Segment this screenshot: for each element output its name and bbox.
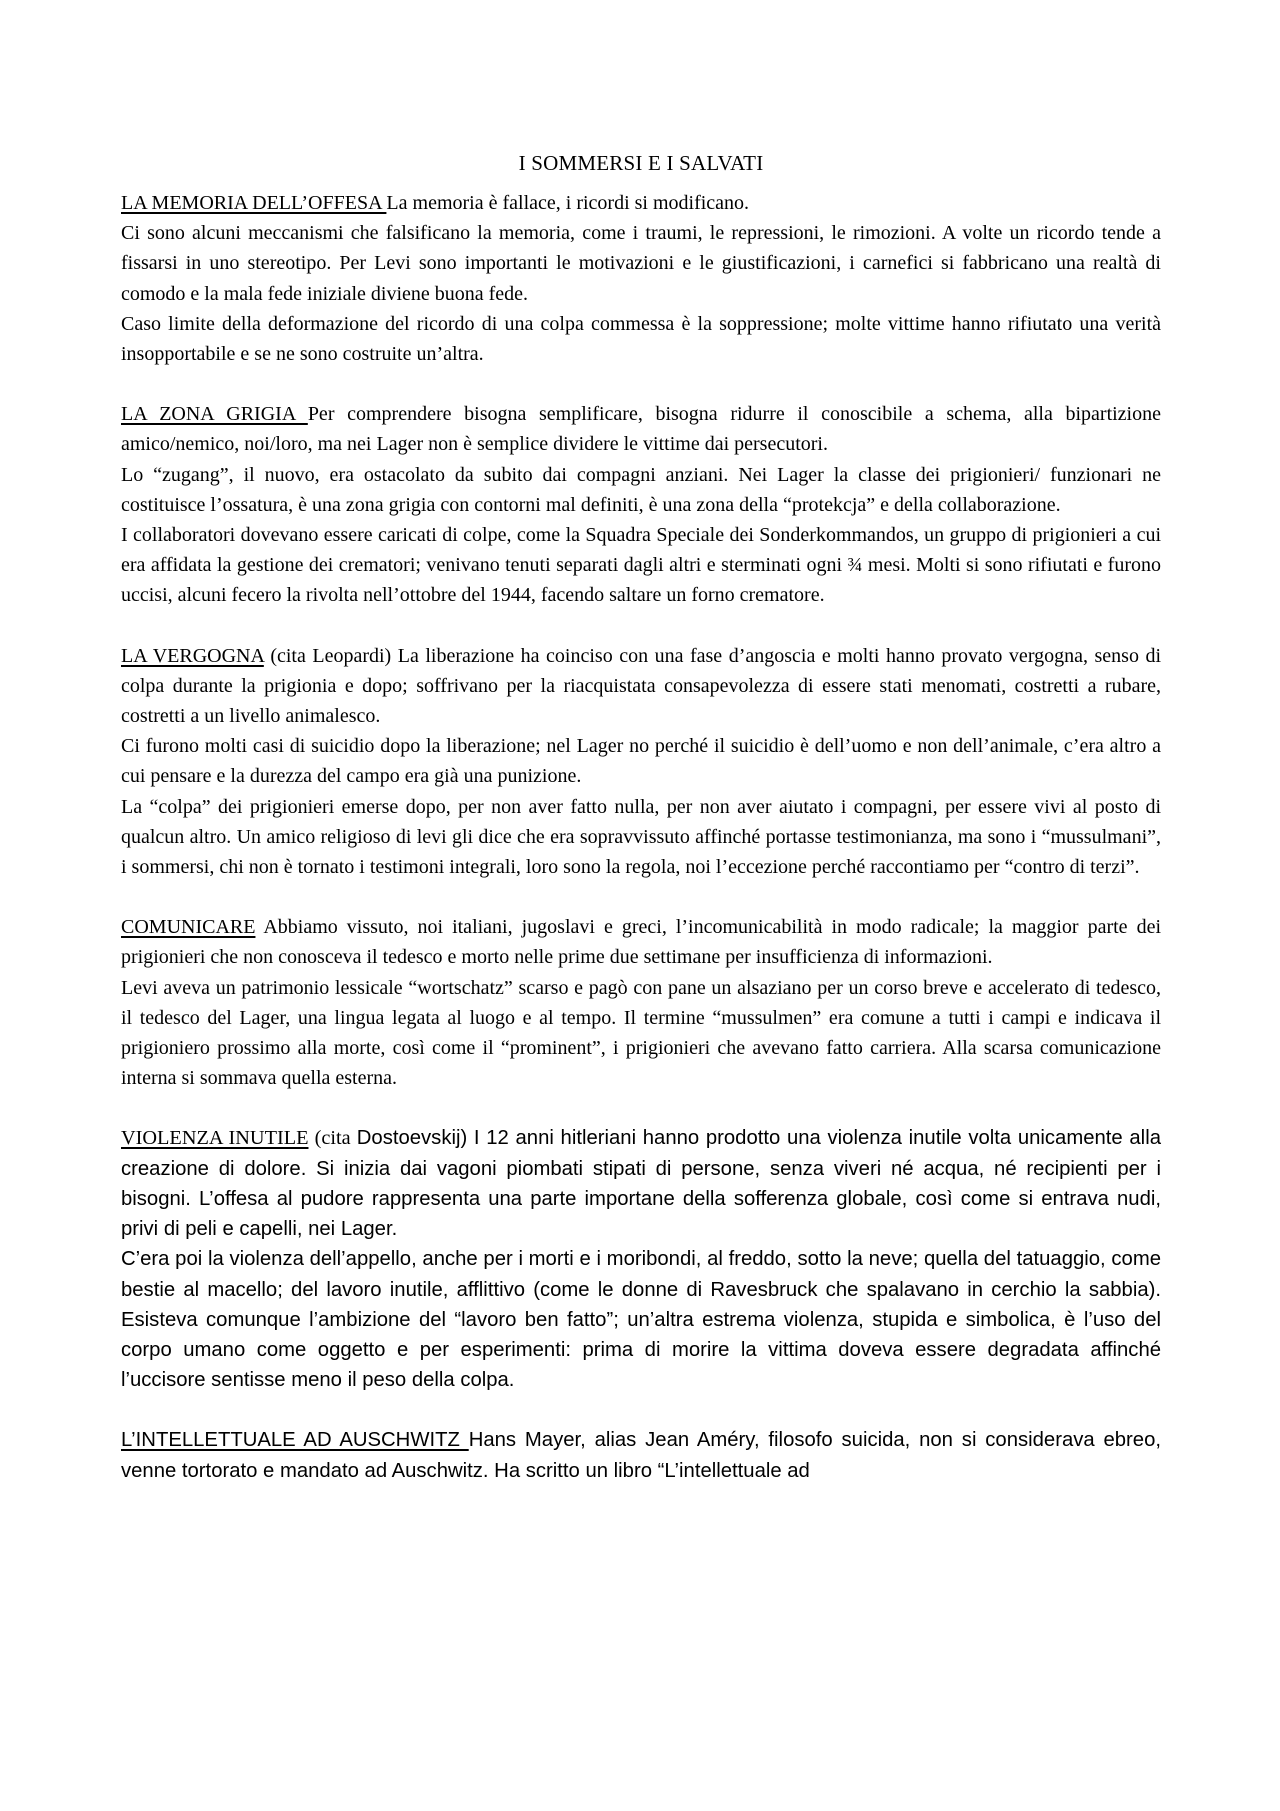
- paragraph: Caso limite della deformazione del ricordo di una colpa commessa è la soppressione; molte vittime hanno rifiutato una verità insopportabile e se ne sono costruite un’altra.: [121, 312, 1161, 366]
- section-heading: LA MEMORIA DELL’OFFESA: [121, 192, 387, 214]
- paragraph: [121, 1425, 1161, 1485]
- paragraph-text: Per comprendere bisogna semplificare, bisogna ridurre il conoscibile a schema, alla bipartizione amico/nemico, noi/loro, ma nei Lager non è semplice dividere le vittime dai persecutori.: [121, 403, 1161, 456]
- paragraph: Ci sono alcuni meccanismi che falsificano la memoria, come i traumi, le repressioni, le rimozioni. A volte un ricordo tende a fissarsi in uno stereotipo. Per Levi sono importanti le motivazioni e le giustificazioni, i carnefici si fabbricano una realtà di comodo e la mala fede iniziale diviene buona fede.: [121, 222, 1161, 305]
- paragraph-text: Abbiamo vissuto, noi italiani, jugoslavi e greci, l’incomunicabilità in modo radicale; la maggior parte dei prigionieri che non conosceva il tedesco e morto nelle prime due settimane per insufficienza di informazioni.: [121, 916, 1161, 969]
- paragraph: [121, 188, 1161, 218]
- paragraph-text: (cita Leopardi) La liberazione ha coinciso con una fase d’angoscia e molti hanno provato vergogna, senso di colpa durante la prigionia e dopo; soffrivano per la riacquistata consapevolezza di essere stati menomati, costretti a rubare, costretti a un livello animalesco.: [121, 644, 1162, 728]
- section-intellettuale-auschwitz: [121, 1425, 1161, 1485]
- paragraph: [121, 912, 1161, 972]
- paragraph: I collaboratori dovevano essere caricati di colpe, come la Squadra Speciale dei Sonderkommandos, un gruppo di prigionieri a cui era affidata la gestione dei crematori; venivano tenuti separati dagli altri e sterminati ogni ¾ mesi. Molti si sono rifiutati e furono uccisi, alcuni fecero la rivolta nell’ottobre del 1944, facendo saltare un forno crematore.: [121, 524, 1161, 607]
- paragraph: La “colpa” dei prigionieri emerse dopo, per non aver fatto nulla, per non aver aiutato i compagni, per essere vivi al posto di qualcun altro. Un amico religioso di levi gli dice che era sopravvissuto affinché portasse testimonianza, ma sono i “mussulmani”, i sommersi, chi non è tornato i testimoni integrali, loro sono la regola, noi l’eccezione perché raccontiamo per “contro di terzi”.: [121, 795, 1161, 879]
- section-heading: VIOLENZA INUTILE: [121, 1127, 309, 1150]
- section-heading: COMUNICARE: [121, 916, 256, 939]
- document-page: [121, 148, 1161, 1516]
- section-violenza-inutile: [121, 1123, 1161, 1395]
- document-title: I SOMMERSI E I SALVATI: [518, 151, 764, 175]
- paragraph: [121, 641, 1161, 732]
- citation-note: (cita: [308, 1127, 357, 1150]
- section-heading: L’INTELLETTUALE AD AUSCHWITZ: [121, 1429, 469, 1452]
- section-vergogna: [121, 641, 1161, 883]
- section-memoria-offesa: [121, 188, 1161, 369]
- section-heading: LA VERGOGNA: [121, 644, 264, 667]
- paragraph: [121, 1123, 1161, 1244]
- section-zona-grigia: [121, 399, 1161, 610]
- paragraph-text: Hans Mayer, alias Jean Améry, filosofo suicida, non si considerava ebreo, venne tortorato e mandato ad Auschwitz. Ha scritto un libro “L’intellettuale ad: [121, 1429, 1161, 1482]
- section-comunicare: [121, 912, 1161, 1093]
- paragraph-text: Dostoevskij) I 12 anni hitleriani hanno prodotto una violenza inutile volta unicamente alla creazione di dolore. Si inizia dai vagoni piombati stipati di persone, senza viveri né acqua, né recipienti per i bisogni. L’offesa al pudore rappresenta una parte importane della sofferenza globale, così come si entrava nudi, privi di peli e capelli, nei Lager.: [121, 1127, 1161, 1241]
- paragraph: Levi aveva un patrimonio lessicale “wortschatz” scarso e pagò con pane un alsaziano per un corso breve e accelerato di tedesco, il tedesco del Lager, una lingua legata al luogo e al tempo. Il termine “mussulmen” era comune a tutti i campi e indicava il prigioniero prossimo alla morte, così come il “prominent”, i prigionieri che avevano fatto carriera. Alla scarsa comunicazione interna si sommava quella esterna.: [121, 976, 1161, 1090]
- paragraph: [121, 399, 1161, 459]
- paragraph: Ci furono molti casi di suicidio dopo la liberazione; nel Lager no perché il suicidio è dell’uomo e non dell’animale, c’era altro a cui pensare e la durezza del campo era già una punizione.: [121, 735, 1161, 788]
- section-heading: LA ZONA GRIGIA: [121, 403, 308, 426]
- paragraph: Lo “zugang”, il nuovo, era ostacolato da subito dai compagni anziani. Nei Lager la classe dei prigionieri/ funzionari ne costituisce l’ossatura, è una zona grigia con contorni mal definiti, è una zona della “protekcja” e della collaborazione.: [121, 463, 1161, 516]
- paragraph-text: La memoria è fallace, i ricordi si modificano.: [386, 192, 750, 214]
- paragraph: C’era poi la violenza dell’appello, anche per i morti e i moribondi, al freddo, sotto la neve; quella del tatuaggio, come bestie al macello; del lavoro inutile, afflittivo (come le donne di Ravesbruck che spalavano in cerchio la sabbia). Esisteva comunque l’ambizione del “lavoro ben fatto”; un’altra estrema violenza, stupida e simbolica, è l’uso del corpo umano come oggetto e per esperimenti: prima di morire la vittima doveva essere degradata affinché l’uccisore sentisse meno il peso della colpa.: [121, 1248, 1161, 1392]
